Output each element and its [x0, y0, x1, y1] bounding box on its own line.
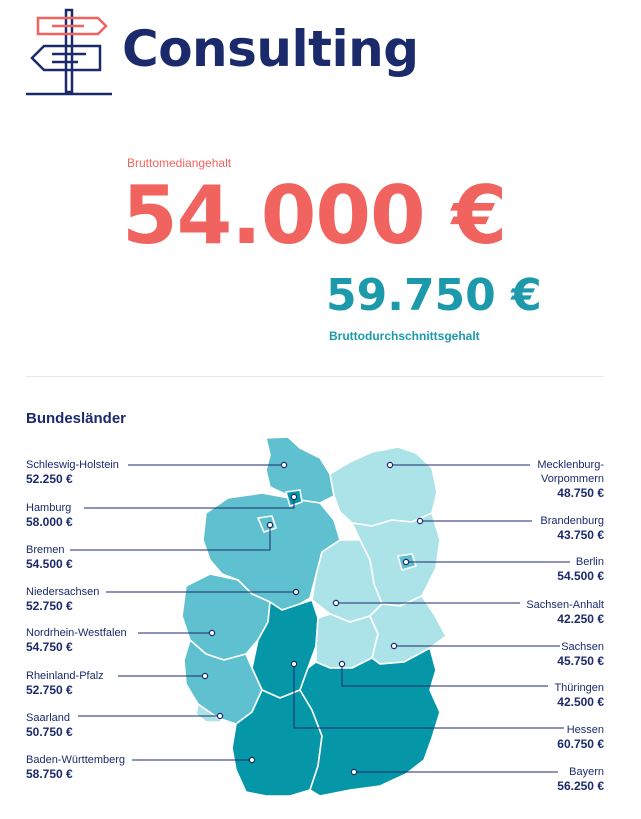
region-label-mecklenburg-vorpommern	[537, 458, 604, 500]
region-label-bremen	[26, 543, 73, 571]
region-name: Nordrhein-Westfalen	[26, 627, 127, 639]
region-marker-thueringen	[339, 661, 344, 666]
region-name: Bremen	[26, 544, 65, 556]
region-value: 54.500 €	[26, 557, 73, 571]
region-marker-bayern	[351, 769, 356, 774]
average-salary-value: 59.750 €	[326, 270, 542, 321]
region-sachsen	[370, 596, 446, 664]
region-value: 52.750 €	[26, 599, 73, 613]
region-label-hessen	[557, 723, 604, 751]
region-label-niedersachsen	[26, 585, 99, 613]
region-name: Sachsen-Anhalt	[526, 599, 604, 611]
region-value: 42.250 €	[557, 612, 604, 626]
region-label-brandenburg	[540, 514, 604, 542]
median-salary-value: 54.000 €	[122, 169, 507, 262]
region-name: Bayern	[569, 766, 604, 778]
region-value: 45.750 €	[557, 654, 604, 668]
region-marker-baden-wuerttemberg	[249, 757, 254, 762]
region-name: Thüringen	[554, 682, 604, 694]
region-name: Rheinland-Pfalz	[26, 670, 104, 682]
region-label-saarland	[26, 711, 73, 739]
region-mecklenburg-vorpommern	[330, 447, 437, 526]
region-marker-mecklenburg-vorpommern	[387, 462, 392, 467]
region-label-schleswig-holstein	[26, 458, 119, 486]
region-value: 48.750 €	[557, 486, 604, 500]
region-label-nordrhein-westfalen	[26, 626, 127, 654]
page-title: Consulting	[122, 20, 419, 78]
region-value: 58.000 €	[26, 515, 73, 529]
region-value: 60.750 €	[557, 737, 604, 751]
region-marker-bremen	[267, 522, 272, 527]
region-marker-hamburg	[291, 494, 296, 499]
region-name: Sachsen	[561, 641, 604, 653]
region-marker-schleswig-holstein	[281, 462, 286, 467]
region-value: 54.750 €	[26, 640, 73, 654]
region-marker-sachsen-anhalt	[333, 600, 338, 605]
region-marker-rheinland-pfalz	[202, 673, 207, 678]
region-label-thueringen	[554, 681, 604, 709]
region-name: Niedersachsen	[26, 586, 100, 598]
region-name: Baden-Württemberg	[26, 754, 126, 766]
region-value: 58.750 €	[26, 767, 73, 781]
region-marker-hessen	[291, 661, 296, 666]
region-label-sachsen-anhalt	[526, 598, 604, 626]
region-value: 43.750 €	[557, 528, 604, 542]
region-name: Vorpommern	[541, 473, 604, 485]
region-label-hamburg	[26, 501, 73, 529]
region-marker-saarland	[217, 713, 222, 718]
region-value: 56.250 €	[557, 779, 604, 793]
region-marker-berlin	[403, 559, 408, 564]
section-title: Bundesländer	[26, 410, 127, 427]
region-value: 52.250 €	[26, 472, 73, 486]
region-marker-sachsen	[391, 643, 396, 648]
region-name: Hamburg	[26, 502, 72, 514]
region-marker-niedersachsen	[293, 589, 298, 594]
region-label-baden-wuerttemberg	[26, 753, 125, 781]
region-name: Saarland	[26, 712, 71, 724]
region-bayern	[300, 648, 440, 796]
region-label-sachsen	[557, 640, 604, 668]
region-marker-brandenburg	[417, 518, 422, 523]
region-name: Hessen	[566, 724, 604, 736]
region-name: Mecklenburg-	[537, 459, 604, 471]
region-name: Schleswig-Holstein	[26, 459, 119, 471]
median-salary-label: Bruttomediangehalt	[127, 156, 232, 170]
region-label-rheinland-pfalz	[26, 669, 104, 697]
region-value: 52.750 €	[26, 683, 73, 697]
region-name: Berlin	[575, 556, 604, 568]
region-name: Brandenburg	[540, 515, 604, 527]
region-value: 54.500 €	[557, 569, 604, 583]
region-label-berlin	[557, 555, 604, 583]
region-label-bayern	[557, 765, 604, 793]
region-value: 50.750 €	[26, 725, 73, 739]
region-marker-nordrhein-westfalen	[209, 630, 214, 635]
region-value: 42.500 €	[557, 695, 604, 709]
average-salary-label: Bruttodurchschnittsgehalt	[329, 329, 480, 343]
